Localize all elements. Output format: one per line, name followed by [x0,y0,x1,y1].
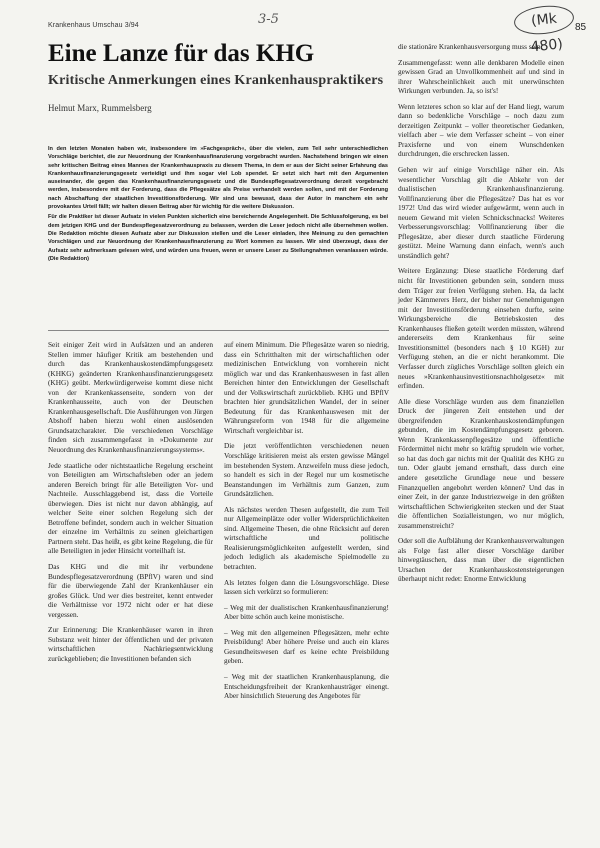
article-author: Helmut Marx, Rummelsberg [48,103,152,113]
body-paragraph: Alle diese Vorschläge wurden aus dem finanziellen Druck der jüngeren Zeit entstehen und der übergreifenden Krankenhauskostendämpfungen gebunden, die im Kostendämpfungsgesetz geboren. Wenn Krankenkassenpflegesätze und öffentliche Fördermittel nicht mehr so kräftig sprudeln wie vorher, so hat das doch gar nichts mit der Qualität des KHG zu tun. Oder glaubt jemand ernsthaft, dass durch eine andere gesetzliche Grundlage neue und bessere Finanzquellen angebohrt werden können? Und das in einer Zeit, in der ganze Industriezweige in den größten wirtschaftlichen Schwierigkeiten stecken und der Staat die öffentlichen Sozialleistungen, wo nur möglich, zusammenstreicht? [398,396,564,530]
body-paragraph: Als letztes folgen dann die Lösungsvorschläge. Diese lassen sich verkürzt so formulieren: [224,577,389,597]
body-paragraph: Zur Erinnerung: Die Krankenhäuser waren in ihren Substanz weit hinter der öffentlichen und der privaten wirtschaftlichen Nachkriegsentwicklung zurückgeblieben; die Investitionen befanden sich [48,625,213,663]
body-paragraph: – Weg mit der staatlichen Krankenhausplanung, die Entscheidungsfreiheit der Krankenhausträger einengt. Aber hinsichtlich Steuerung des Angebotes für [224,671,389,701]
editorial-lead [48,145,388,265]
title-block [48,40,393,113]
body-column-left [48,340,213,670]
body-paragraph: Oder soll die Aufblähung der Krankenhausverwaltungen als Folge fast aller dieser Vorschläge darüber hinwegtäuschen, dass man über die eigentlichen Ursachen der Krankenhauskostensteigerungen überhaupt nicht redet: Enorme Entwicklung [398,536,564,584]
running-head: Krankenhaus Umschau 3/94 [48,22,139,29]
archive-stamp: (Mk 480) [513,3,576,37]
body-paragraph: die stationäre Krankenhausversorgung muss sein! [398,42,543,51]
lead-paragraph: In den letzten Monaten haben wir, insbesondere im »Fachgespräch«, über die vielen, zum Teil sehr unterschiedlichen Vorschläge berichtet, die zur Neuordnung der Krankenhausfinanzierung vorgebracht wurden. Nachstehend bringen wir einen sehr kritischen Beitrag eines Mannes der Krankenhauspraxis zu diesem Thema, in dem er aus der Sicht seiner Erfahrung das Krankenhausfinanzierungsgesetz verteidigt und ihm sogar viel Lob spendet. Er setzt sich hart mit den Argumenten auseinander, die gegen das Krankenhausfinanzierungsgesetz und die Bundespflegesatzverordnung derzeit vorgebracht werden, insbesondere mit der Forderung, dass die Pflegesätze als Preise verhandelt werden sollen, und mit der Forderung nach Abschaffung der staatlichen Investitionsförderung. Wir sind uns bewusst, dass der Autor in manchem ein sehr provokantes Urteil fällt; wir halten diesen Beitrag aber für wichtig für die weitere Diskussion. [48,146,388,211]
body-paragraph: Die jetzt veröffentlichten verschiedenen neuen Vorschläge kritisieren meist als ersten gewisse Mängel im bestehenden System. Anzweifeln muss diese jedoch, so handelt es sich in der Regel nur um kosmetische Beanstandungen im Verhältnis zum Ganzen, zum Grundsätzlichen. [224,441,389,499]
body-paragraph: Seit einiger Zeit wird in Aufsätzen und an anderen Stellen immer häufiger Kritik am bestehenden und durch das Krankenhauskostendämpfungsgesetz (KHKG) geänderten Krankenhausfinanzierungsgesetz (KHG) geübt. Merkwürdigerweise kommt diese nicht von der Krankenkassenseite, sondern von der Krankenhausseite, auch von der Deutschen Krankenhausgesellschaft. Die Ausführungen von Jürgen Abshoff haben hierzu wohl einen auslösenden Grundsatzcharakter. Die verschiedenen Vorschläge finden sich zusammengefasst in »Dokumente zur Neuordnung des Krankenhausfinanzierungssystems«. [48,340,213,455]
body-column-right [398,42,564,590]
body-column-middle [224,340,389,707]
handwritten-note: 3-5 [258,12,279,27]
lead-paragraph: Für die Praktiker ist dieser Aufsatz in vielen Punkten sicherlich eine bereichernde Angelegenheit. Die Schlussfolgerung, es bei dem jetzigen KHG und der Bundespflegesatzverordnung zu belassen, werden die Leser jedoch nicht alle übernehmen wollen. Die Redaktion möchte diesen Aufsatz aber zur Diskussion stellen und die Leser einladen, ihre Meinung zu den gemachten Vorschlägen und zur Neuordnung der Krankenhausfinanzierung zu Wort kommen zu lassen. Wir sind überzeugt, dass der Aufsatz sehr aufmerksam gelesen wird, und würden uns freuen, wenn er unsere Leser zu Stellungnahmen veranlassen würde. (Die Redaktion) [48,214,388,262]
page-number: 85 [575,22,587,33]
body-paragraph: Weitere Ergänzung: Diese staatliche Förderung darf nicht für Investitionen gebunden sein, sondern muss dem Träger zur freien Verfügung stehen. Ha, da lacht jeder Kämmerers Herz, der bisher nur Genehmigungen mit der Investitionsförderung einsehen durfte, seine Wirkungsbereiche die Betriebskosten des Krankenhauses fließen geteilt werden müssten, während andererseits dem Krankenhaus für seine Investitionsmittel (besonders nach § 10 KGH) zur Verfügung stehen, an die er nicht herankommt. Die Verfasser durch zügliches Vorschläge sollten gleich ein neues »Krankenhausinvestitionsnachholgesetz« mit erfinden. [398,266,564,391]
section-divider [48,330,389,331]
body-paragraph: – Weg mit der dualistischen Krankenhausfinanzierung! Aber bitte schön auch keine monistische. [224,602,389,622]
body-paragraph: Als nächstes werden Thesen aufgestellt, die zum Teil nur Allgemeinplätze oder voller Widersprüchlichkeiten sind. Allgemeine Thesen, die ohne Rücksicht auf deren wirtschaftliche und politische Realisierungsmöglichkeiten aufgestellt werden, sind jedoch lediglich als akademische Spielmodelle zu betrachten. [224,504,389,572]
body-paragraph: Zusammengefasst: wenn alle denkbaren Modelle einen gewissen Grad an Unvollkommenheit auf und sind in ihrer Wahrscheinlichkeit auch mit unerwünschten Wirkungen verbunden. Ja, so ist's! [398,57,564,96]
body-paragraph: Wenn letzteres schon so klar auf der Hand liegt, warum dann so bedenkliche Vorschläge – noch dazu zum derzeitigen Zeitpunkt – voller theoretischer Gedanken, vielfach aber – wie dem Verfasser scheint – von einer Praxisferne und von einem Wunschdenken durchdrungen, die erschrecken lassen. [398,101,564,159]
body-paragraph: Jede staatliche oder nichtstaatliche Regelung erscheint von Beteiligten am Wirtschaftsleben oder an jedem anderen Bereich bringt für alle Beteiligten Vor- und Nachteile. Ausschlaggebend ist, dass die Vorteile überwiegen. Dies ist nicht nur davon abhängig, auf welcher Seite einer solchen Regelung sich der Betroffene befindet, sondern auch in welcher Situation der einzelne im Verhältnis zu seinen gleichartigen Partnern steht. Das heißt, es gibt keine Regelung, die für alle Beteiligten in jeder Hinsicht vorteilhaft ist. [48,460,213,556]
body-paragraph: Gehen wir auf einige Vorschläge näher ein. Als wesentlicher Vorschlag gilt die Abkehr von der dualistischen Krankenhausfinanzierung. Vollfinanzierung über die Pflegesätze? Das hat es vor 1972! Und das wird wieder aufgewärmt, wenn auch in neuem Gewand mit vielen Schnickschnacks! Weiteres Verbesserungsvorschlag: Vollfinanzierung über die Pflegesätze, aber dieser durch staatliche Förderung gestützt. Meine Warnung dann einfach, wenn's auch unständlich geht? [398,165,564,260]
body-paragraph: Das KHG und die mit ihr verbundene Bundespflegesatzverordnung (BPflV) waren und sind für die überwiegende Zahl der Krankenhäuser ein großes Glück. Und wer dies bestreitet, kennt entweder die Verhältnisse vor 1972 nicht oder er hat diese vergessen. [48,562,213,619]
article-title: Eine Lanze für das KHG [48,40,315,67]
article-subtitle: Kritische Anmerkungen eines Krankenhauspraktikers [48,73,384,88]
body-paragraph: auf einem Minimum. Die Pflegesätze waren so niedrig, dass ein Schritthalten mit der wirtschaftlichen oder medizinischen Entwicklung von vornherein nicht möglich war und das Krankenhauswesen in fast allen Bereichen hinter den Entwicklungen der Gesellschaft und der Volkswirtschaft zurückblieb. KHG und BPflV brachten hier grundsätzlichen Wandel, der in seiner Bedeutung für das Krankenhauswesen mit der Währungsreform von 1948 für die allgemeine Wirtschaft vergleichbar ist. [224,340,389,435]
body-paragraph: – Weg mit den allgemeinen Pflegesätzen, mehr echte Preisbildung! Aber höhere Preise und auch ein klares Gesundheitswesen darf es keine echte Preisbildung geben. [224,627,389,666]
